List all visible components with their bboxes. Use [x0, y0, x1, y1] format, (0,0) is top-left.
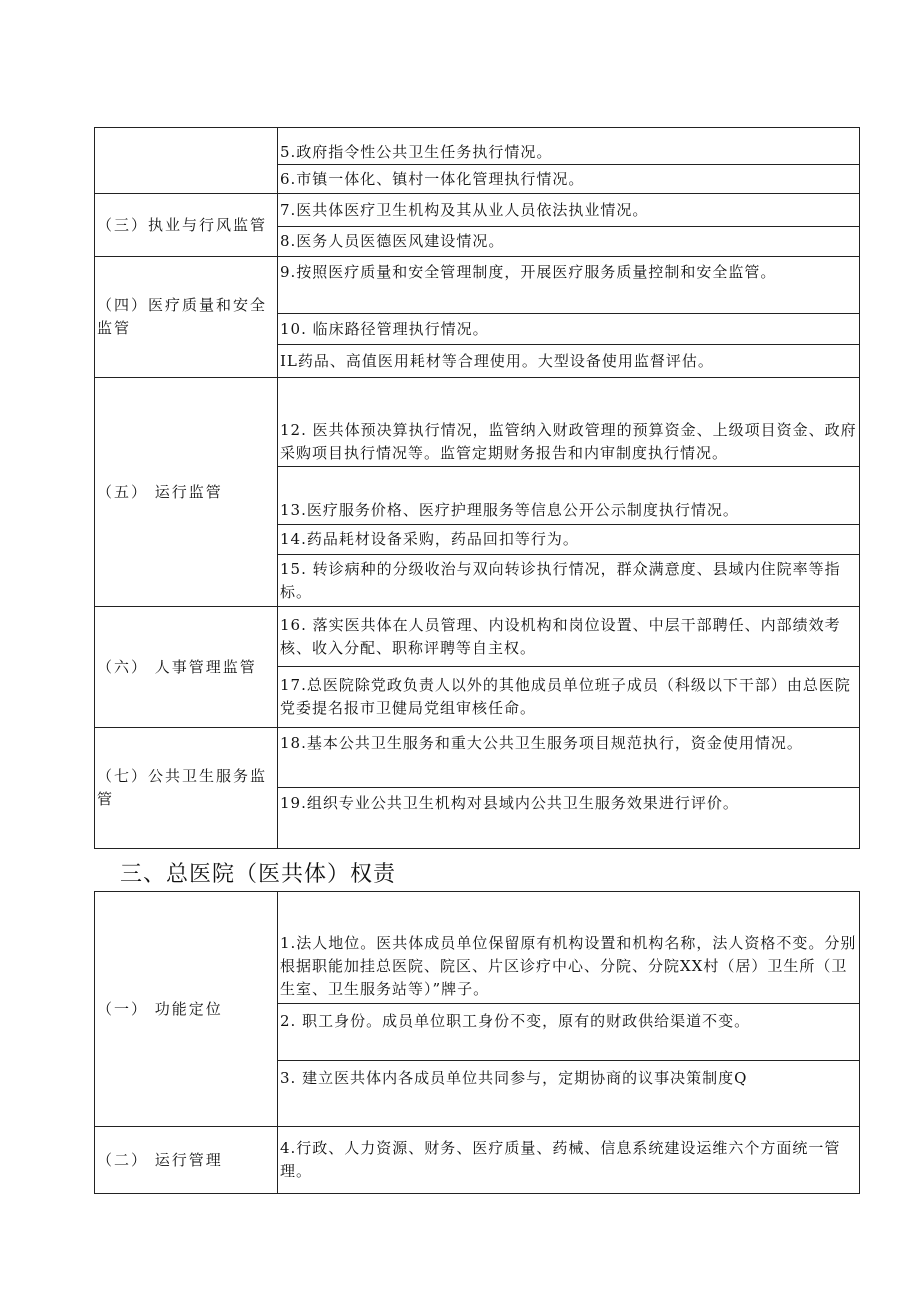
category-cell: （四）医疗质量和安全监管	[95, 257, 278, 378]
item-5: 5.政府指令性公共卫生任务执行情况。	[278, 128, 860, 165]
powers-table	[94, 891, 860, 1194]
item-11: IL药品、高值医用耗材等合理使用。大型设备使用监督评估。	[278, 345, 860, 378]
supervision-table	[94, 127, 860, 849]
item-1: 1.法人地位。医共体成员单位保留原有机构设置和机构名称，法人资格不变。分别根据职能加挂总医院、院区、片区诊疗中心、分院、分院XX村（居）卫生所（卫生室、卫生服务站等）”牌子。	[278, 892, 860, 1004]
item-9: 9.按照医疗质量和安全管理制度，开展医疗服务质量控制和安全监管。	[278, 257, 860, 314]
category-cell: （五） 运行监管	[95, 378, 278, 607]
item-3: 3. 建立医共体内各成员单位共同参与，定期协商的议事决策制度Q	[278, 1061, 860, 1127]
item-8: 8.医务人员医德医风建设情况。	[278, 227, 860, 257]
item-10: 10. 临床路径管理执行情况。	[278, 314, 860, 345]
item-17: 17.总医院除党政负责人以外的其他成员单位班子成员（科级以下干部）由总医院党委提名报市卫健局党组审核任命。	[278, 667, 860, 728]
category-cell: （六） 人事管理监管	[95, 607, 278, 728]
item-15: 15. 转诊病种的分级收治与双向转诊执行情况，群众满意度、县域内住院率等指标。	[278, 555, 860, 607]
item-19: 19.组织专业公共卫生机构对县域内公共卫生服务效果进行评价。	[278, 788, 860, 849]
item-14: 14.药品耗材设备采购，药品回扣等行为。	[278, 525, 860, 555]
item-4: 4.行政、人力资源、财务、医疗质量、药械、信息系统建设运维六个方面统一管理。	[278, 1127, 860, 1194]
section-heading: 三、总医院（医共体）权责	[120, 862, 397, 887]
item-2: 2. 职工身份。成员单位职工身份不变，原有的财政供给渠道不变。	[278, 1004, 860, 1061]
item-12: 12. 医共体预决算执行情况，监管纳入财政管理的预算资金、上级项目资金、政府采购项目执行情况等。监管定期财务报告和内审制度执行情况。	[278, 378, 860, 467]
category-cell	[95, 128, 278, 194]
item-16: 16. 落实医共体在人员管理、内设机构和岗位设置、中层干部聘任、内部绩效考核、收入分配、职称评聘等自主权。	[278, 607, 860, 667]
item-6: 6.市镇一体化、镇村一体化管理执行情况。	[278, 165, 860, 194]
item-18: 18.基本公共卫生服务和重大公共卫生服务项目规范执行，资金使用情况。	[278, 728, 860, 788]
category-cell: （一） 功能定位	[95, 892, 278, 1127]
item-7: 7.医共体医疗卫生机构及其从业人员依法执业情况。	[278, 194, 860, 227]
item-13: 13.医疗服务价格、医疗护理服务等信息公开公示制度执行情况。	[278, 467, 860, 525]
category-cell: （三）执业与行风监管	[95, 194, 278, 257]
category-cell: （七）公共卫生服务监管	[95, 728, 278, 849]
category-cell: （二） 运行管理	[95, 1127, 278, 1194]
